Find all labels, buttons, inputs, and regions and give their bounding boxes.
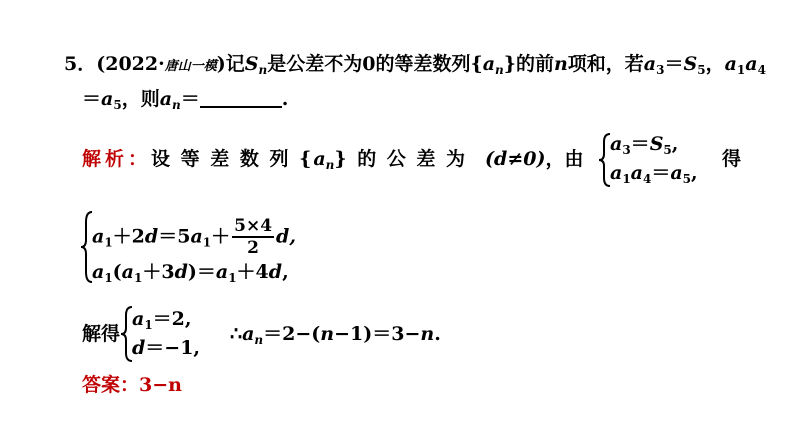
solution-text-1: 设 等 差 数 列 { [151, 148, 314, 170]
sub-n-3: n [172, 98, 181, 112]
sub-4: 4 [757, 63, 766, 77]
solution-label: 解析： [82, 148, 152, 170]
var-S: S [244, 53, 259, 75]
sub-1: 1 [736, 63, 746, 77]
sub-5b: 5 [113, 98, 122, 112]
var-a3: a [643, 53, 657, 75]
fraction [232, 218, 274, 257]
problem-source-name: 唐山一模 [164, 59, 217, 74]
sub-n-sol: n [325, 158, 335, 172]
solution-text-4: 得 [722, 148, 742, 170]
final-formula: $\therefore a_n=2-(n-1)=3-n$. [230, 323, 441, 347]
var-a5: a [101, 88, 114, 110]
answer-blank [200, 90, 282, 108]
problem-text-4: 项和，若 [567, 53, 644, 75]
fraction-numerator: 5×4 [234, 216, 273, 236]
answer-line [82, 376, 182, 395]
solution-text-2: } 的 公 差 为 [334, 148, 468, 170]
result-line-1: $a_1=2$, [132, 308, 192, 332]
problem-line-1 [64, 55, 766, 76]
problem-source-close: ) [216, 53, 226, 75]
var-n: n [553, 53, 568, 75]
answer-label: 答案： [82, 374, 140, 396]
solution-text-3: ，由 [545, 148, 584, 170]
system-2-line-1: $a_1+2d=5a_1+$ $\frac{5\times 4}{2}$ d, [92, 216, 296, 258]
eq-sign-3: ＝ [180, 88, 200, 110]
system-2-line-2: $a_1(a_1+3d)=a_1+4d$, [92, 261, 289, 285]
sub-5: 5 [697, 63, 706, 77]
answer-value: 3−n [139, 374, 182, 396]
system-1-line-1: $a_3=S_5$, [610, 133, 679, 157]
problem-text-2: 是公差不为0的等差数列{ [267, 53, 483, 75]
problem-period: . [281, 88, 289, 110]
var-d: (d≠0) [485, 148, 546, 170]
sub-n: n [258, 63, 268, 77]
solution-line-1 [82, 150, 583, 171]
var-S5: S [683, 53, 698, 75]
var-a1: a [724, 53, 737, 75]
fraction-denominator: 2 [247, 238, 259, 258]
comma: ， [705, 53, 725, 75]
eq-sign-2: ＝ [82, 88, 102, 110]
var-a-sol: a [313, 148, 326, 170]
var-a: a [482, 53, 495, 75]
problem-text-3: }的前 [503, 53, 554, 75]
problem-text-5: ，则 [121, 88, 160, 110]
var-a4: a [745, 53, 758, 75]
eq-sign: ＝ [664, 53, 684, 75]
sub-n-2: n [495, 63, 504, 77]
problem-line-2 [82, 90, 288, 111]
sub-3: 3 [656, 63, 665, 77]
problem-source-open: (2022· [96, 53, 165, 75]
system-1-line-2: $a_1a_4=a_5$, [610, 162, 698, 186]
problem-number: 5． [64, 53, 97, 75]
solve-label: 解得 [82, 323, 121, 345]
problem-text-1: 记 [225, 53, 245, 75]
var-an: a [159, 88, 173, 110]
result-line-2: d＝−1, [132, 337, 201, 359]
